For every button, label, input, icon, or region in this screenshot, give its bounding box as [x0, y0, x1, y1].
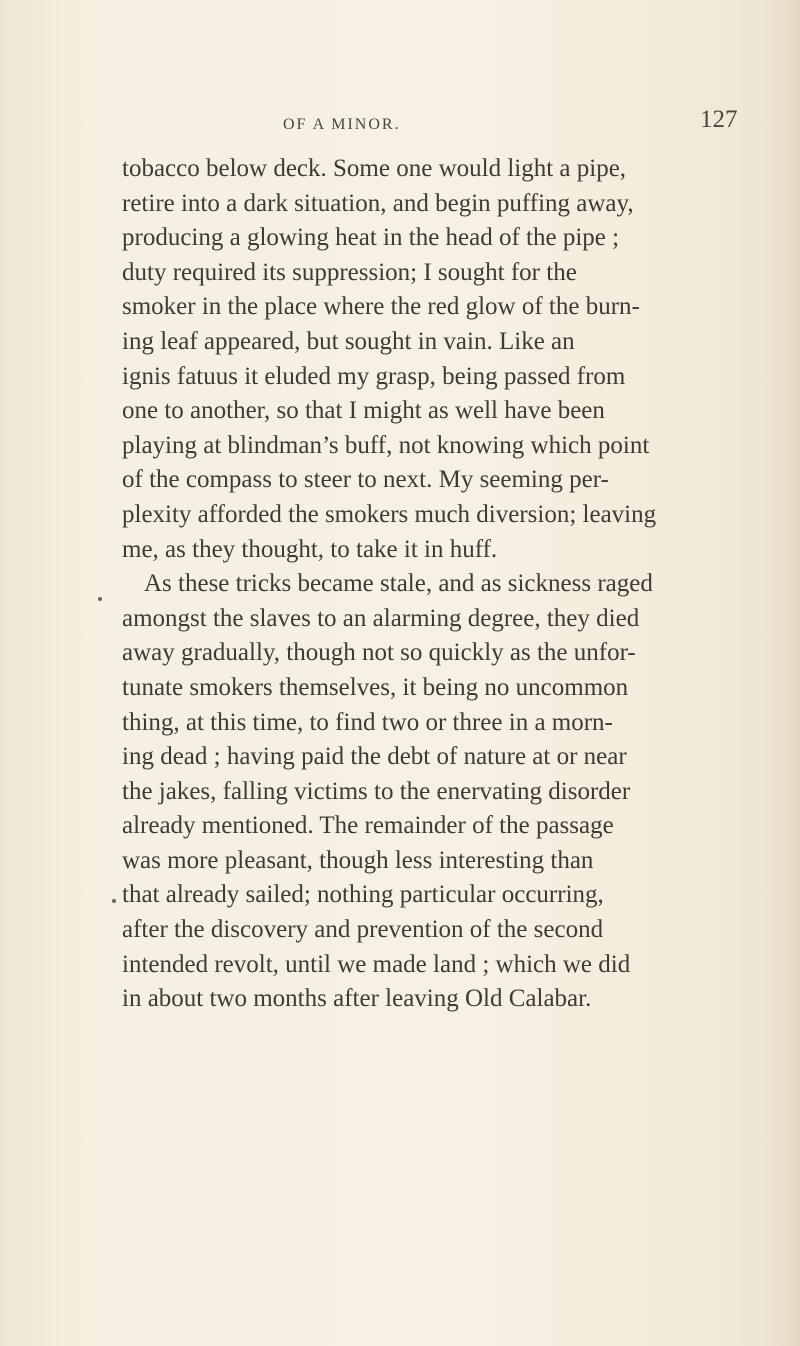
text-line: tunate smokers themselves, it being no uncommon — [122, 673, 629, 701]
text-line: playing at blindman’s buff, not knowing which point — [122, 431, 650, 459]
margin-speck — [98, 597, 102, 601]
text-line: tobacco below deck. Some one would light a pipe, — [122, 155, 627, 182]
paragraph-start-line: As these tricks became stale, and as sickness raged — [144, 570, 653, 598]
page-number: 127 — [700, 106, 738, 133]
text-line: me, as they thought, to take it in huff. — [122, 535, 498, 563]
text-line: thing, at this time, to find two or three in a morn- — [122, 708, 613, 736]
text-line: duty required its suppression; I sought for the — [122, 258, 577, 286]
text-line: one to another, so that I might as well have been — [122, 397, 605, 425]
text-line: that already sailed; nothing particular occurring, — [122, 881, 604, 909]
text-line: the jakes, falling victims to the enervating disorder — [122, 777, 631, 805]
text-line: amongst the slaves to an alarming degree, they died — [122, 604, 640, 632]
margin-speck — [112, 899, 116, 903]
text-line: ing dead ; having paid the debt of nature at or near — [122, 743, 627, 771]
text-line: producing a glowing heat in the head of the pipe ; — [122, 224, 620, 252]
text-line: intended revolt, until we made land ; which we did — [122, 950, 631, 978]
text-line: already mentioned. The remainder of the passage — [122, 812, 614, 840]
text-line: after the discovery and prevention of the second — [122, 916, 604, 944]
text-line: was more pleasant, though less interesting than — [122, 846, 594, 874]
text-line: ignis fatuus it eluded my grasp, being passed from — [122, 362, 626, 390]
text-line: smoker in the place where the red glow of the burn- — [122, 293, 640, 321]
text-line: of the compass to steer to next. My seeming per- — [122, 466, 609, 494]
text-line: plexity afforded the smokers much diversion; leaving — [122, 500, 657, 528]
page-edge-shadow — [780, 0, 800, 1346]
running-head: OF A MINOR. — [283, 116, 401, 133]
text-line: ing leaf appeared, but sought in vain. Like an — [122, 327, 575, 355]
body-text — [122, 152, 742, 1017]
text-line: in about two months after leaving Old Calabar. — [122, 985, 592, 1013]
text-line: away gradually, though not so quickly as the unfor- — [122, 639, 636, 667]
text-line: retire into a dark situation, and begin puffing away, — [122, 189, 634, 217]
